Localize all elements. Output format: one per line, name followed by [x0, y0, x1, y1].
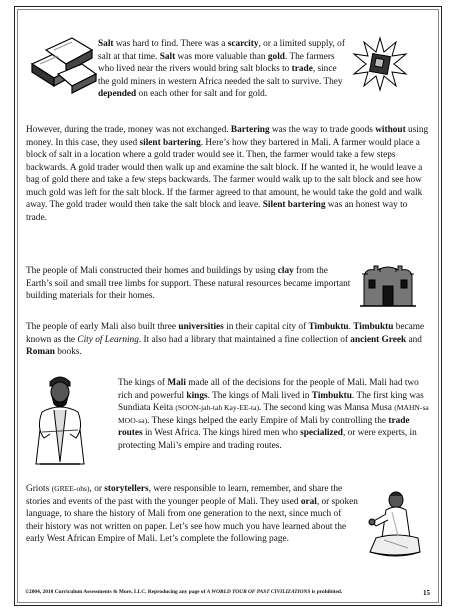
copyright-text [25, 589, 342, 597]
copyright-prefix: ©2004, 2010 Curriculum Assessments & More, LLC. Reproducing any page of [25, 589, 207, 595]
text: . The second king was Mansa Musa [259, 403, 395, 413]
term-gold: gold [267, 51, 285, 62]
paragraph-salt [98, 38, 346, 101]
text: was hard to find. There was a [113, 39, 228, 49]
book-title: A WORLD TOUR OF PAST CIVILIZATIONS [206, 589, 311, 595]
gold-bars-illustration [28, 34, 98, 96]
text: made all of the decisions for the people of Mali. Mali had two rich and powerful [118, 378, 419, 401]
pronunciation: (GREE-ohs) [51, 484, 90, 493]
text: , since the gold miners in western Africa needed the salt to survive. They [98, 64, 343, 87]
text: The people of Mali constructed their homes and buildings by using [26, 266, 278, 276]
term-scarcity: scarcity [227, 39, 259, 49]
term-city-of-learning: City of Learning [77, 334, 139, 345]
term-without: without [375, 125, 406, 135]
text: in West Africa. The kings hired men who [142, 428, 301, 438]
term-oral: oral [300, 496, 317, 507]
text: , or [89, 484, 105, 494]
clay-house-illustration [360, 262, 416, 308]
term-bartering: Bartering [230, 125, 270, 135]
king-illustration [32, 372, 88, 468]
text: . The kings of Mali lived in [207, 390, 312, 401]
paragraph-kings [118, 377, 430, 452]
term-universities: universities [178, 322, 224, 332]
page-number: 15 [423, 589, 430, 597]
text: was more valuable than [175, 51, 268, 62]
text: , or were experts, in protecting Mali’s empire and trading routes. [118, 428, 417, 451]
text: became known as the [26, 322, 425, 345]
term-timbuktu: Timbuktu [353, 322, 394, 332]
copyright-footer [25, 589, 430, 597]
term-kings: kings [186, 390, 208, 401]
text: from the Earth’s soil and small tree limbs for support. These natural resources became important building materials for their homes. [26, 266, 351, 301]
term-trade: trade [291, 64, 313, 74]
term-storytellers: storytellers [104, 484, 149, 494]
term-clay: clay [277, 266, 294, 276]
term-specialized: specialized [300, 428, 343, 438]
term-silent-bartering: Silent bartering [262, 200, 326, 210]
text: on each other for salt and for gold. [136, 89, 268, 99]
griot-storyteller-illustration [362, 488, 424, 560]
text: The people of early Mali also built three [26, 322, 179, 332]
text: , or a limited supply, of salt at that time. [98, 39, 345, 62]
term-timbuktu: Timbuktu [311, 390, 352, 401]
paragraph-bartering [26, 124, 430, 224]
text: using money. In this case, they used [26, 125, 429, 148]
term-depended: depended [98, 89, 137, 99]
text: and [406, 334, 422, 345]
text: , were responsible to learn, remember, and share the stories and events of the past with the younger people of Mali. They used [26, 484, 343, 507]
term-ancient-greek: ancient Greek [350, 334, 407, 345]
text: was an honest way to trade. [26, 200, 408, 223]
text: books. [54, 347, 82, 357]
term-salt: Salt [159, 51, 176, 62]
text: . [348, 322, 354, 332]
text: . It also had a library that maintained a fine collection of [138, 334, 351, 345]
pronunciation: (SOON-jah-tah Kay-EE-ta) [175, 403, 260, 412]
text: in their capital city of [223, 322, 309, 332]
text: . The first king was Sundiata Keita [118, 390, 424, 413]
term-mali: Mali [167, 378, 186, 388]
term-salt: Salt [98, 39, 114, 49]
text: . These kings helped the early Empire of Mali by controlling the [147, 415, 389, 426]
text: . Here’s how they bartered in Mali. A farmer would place a block of salt in a location where a gold trader would see it. Then, the farmer would take a few steps backwards. A gold trader would then walk up and examine the salt block. If he wanted it, he would leave a bag of gold there and take a few steps backwards. The farmer would walk up to the salt block and see how much gold was left for the salt block. If the farmer agreed to that amount, he would take the gold and walk away. The gold trader would then take the salt block and leave. [26, 137, 423, 210]
text: . The farmers who lived near the rivers would bring salt blocks to [98, 51, 335, 74]
salt-crystal-illustration [352, 36, 408, 92]
text: However, during the trade, money was not exchanged. [26, 125, 231, 135]
term-roman: Roman [26, 347, 55, 357]
term-trade-routes: trade routes [118, 415, 410, 438]
pronunciation: (MAHN-sa MOO-sa) [118, 403, 429, 425]
text: , or spoken language, to share the history of Mali from one generation to the next, since much of their history was not written on paper. Let’s see how much you have learned about the early West African Empire of Mali. Let’s complete the following page. [26, 496, 358, 544]
text: Griots [26, 484, 52, 494]
paragraph-griots [26, 483, 360, 546]
paragraph-clay-homes [26, 265, 352, 303]
term-silent-bartering: silent bartering [139, 137, 201, 148]
text: The kings of [118, 378, 168, 388]
copyright-suffix: is prohibited. [310, 589, 343, 595]
paragraph-universities [26, 321, 430, 359]
text: was the way to trade goods [269, 125, 376, 135]
term-timbuktu: Timbuktu [308, 322, 349, 332]
